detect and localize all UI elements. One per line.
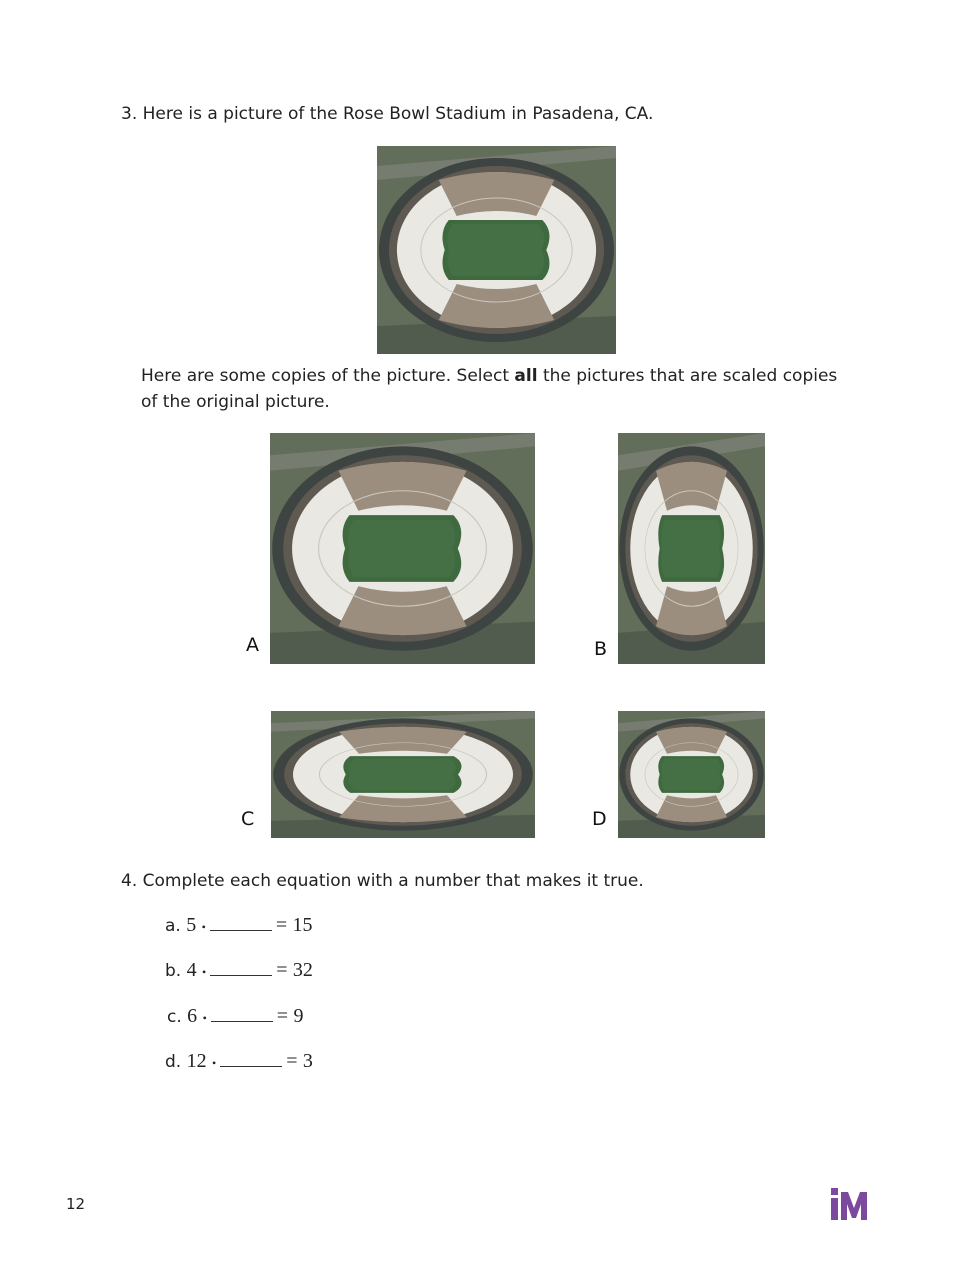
answer-blank[interactable] <box>211 1003 273 1022</box>
question-3-instruction <box>141 363 851 415</box>
equation-label: d. <box>165 1052 182 1072</box>
equals-sign: = <box>276 1005 289 1027</box>
dot-operator: • <box>201 920 206 934</box>
equation-left: 5 <box>186 914 197 936</box>
im-logo-icon <box>830 1188 868 1220</box>
page-number: 12 <box>66 1195 86 1213</box>
question-text: Here is a picture of the Rose Bowl Stadium in Pasadena, CA. <box>142 104 654 124</box>
dot-operator: • <box>202 965 207 979</box>
option-c-label: C <box>241 808 255 830</box>
im-logo <box>830 1188 868 1220</box>
equation-left: 6 <box>187 1005 198 1027</box>
equation-b <box>165 957 313 982</box>
instruction-text-1: Here are some copies of the picture. Select <box>141 366 515 386</box>
question-text: Complete each equation with a number that makes it true. <box>142 871 644 891</box>
equals-sign: = <box>286 1050 298 1072</box>
equation-label: b. <box>165 961 182 981</box>
equation-label: a. <box>165 916 181 936</box>
question-number: 4. <box>121 871 138 891</box>
instruction-text-2: the pictures that are scaled copies of the original picture. <box>141 366 838 412</box>
instruction-bold: all <box>514 366 538 386</box>
original-stadium-image <box>377 146 616 354</box>
option-c-image[interactable] <box>271 711 535 838</box>
equals-sign: = <box>275 914 288 936</box>
equation-label: c. <box>167 1007 182 1027</box>
option-b-image[interactable] <box>618 433 765 664</box>
answer-blank[interactable] <box>210 912 272 931</box>
equation-right: 3 <box>302 1050 313 1072</box>
dot-operator: • <box>212 1056 217 1070</box>
dot-operator: • <box>202 1011 207 1025</box>
equation-right: 32 <box>292 959 313 981</box>
question-4-prompt <box>121 868 841 894</box>
equation-a <box>165 912 313 937</box>
equation-left: 4 <box>186 959 197 981</box>
equation-left: 12 <box>186 1050 207 1072</box>
equation-right: 9 <box>293 1005 304 1027</box>
equation-right: 15 <box>292 914 313 936</box>
answer-blank[interactable] <box>220 1048 282 1067</box>
question-number: 3. <box>121 104 138 124</box>
answer-blank[interactable] <box>210 957 272 976</box>
option-d-image[interactable] <box>618 711 765 838</box>
option-a-image[interactable] <box>270 433 535 664</box>
option-a-label: A <box>246 634 259 656</box>
equals-sign: = <box>276 959 288 981</box>
option-d-label: D <box>592 808 607 830</box>
option-b-label: B <box>594 638 608 660</box>
equation-d <box>165 1048 313 1073</box>
equation-c <box>167 1003 303 1028</box>
question-3-prompt <box>121 101 841 127</box>
